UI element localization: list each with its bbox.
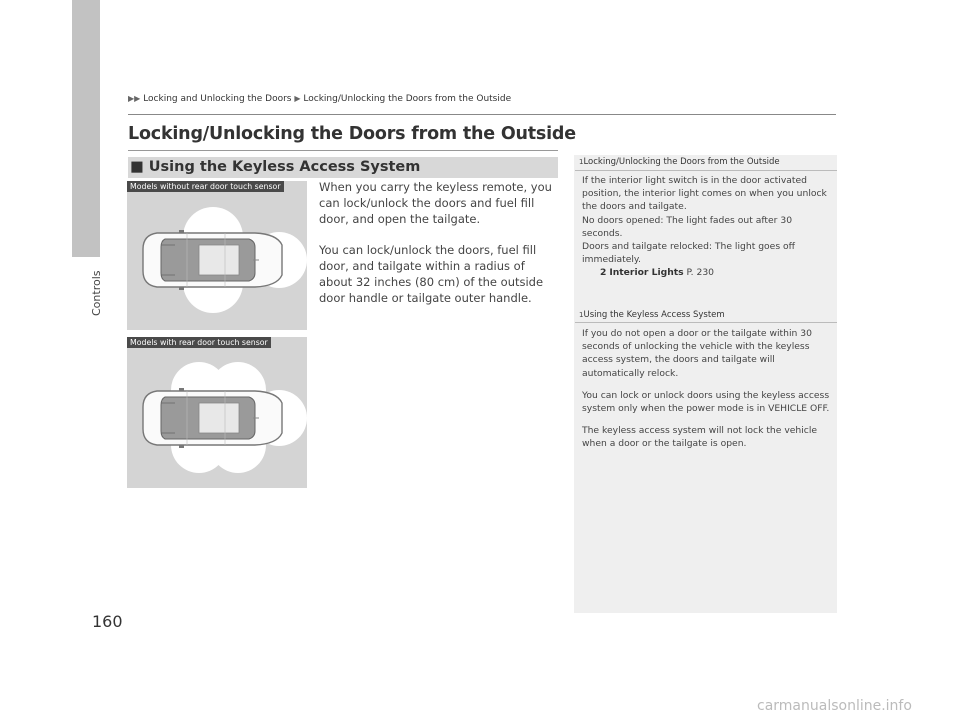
section-title: Using the Keyless Access System (148, 159, 421, 175)
note-paragraph: No doors opened: The light fades out after 30 seconds. (582, 214, 793, 239)
note-number: 1 (579, 311, 584, 319)
car-top-view-icon (143, 230, 282, 290)
note-paragraph: If the interior light switch is in the door activated position, the interior light comes on when you unlock the doors and tailgate. (582, 175, 827, 213)
note-paragraph: If you do not open a door or the tailgate within 30 seconds of unlocking the vehicle with the keyless access system, the doors and tailgate will automatically relock. (582, 328, 812, 379)
note-paragraph: You can lock or unlock doors using the keyless access system only when the power mode is in VEHICLE OFF. (582, 389, 830, 415)
section-heading (128, 157, 558, 178)
xref-page: P. 230 (686, 267, 715, 279)
breadcrumb-arrow-icon: ▶▶ (128, 94, 141, 103)
page-title: Locking/Unlocking the Doors from the Outside (128, 124, 576, 144)
watermark: carmanualsonline.info (757, 698, 912, 714)
car-range-diagram (127, 337, 307, 488)
note-paragraph: Doors and tailgate relocked: The light goes off immediately. (582, 241, 795, 266)
breadcrumb-item[interactable]: Locking/Unlocking the Doors from the Outside (303, 94, 512, 104)
note-title: 1Using the Keyless Access System (579, 310, 725, 320)
note-title: 1Locking/Unlocking the Doors from the Outside (579, 157, 780, 167)
body-text (319, 179, 559, 321)
note-rule (575, 170, 837, 171)
page-number: 160 (92, 612, 123, 631)
xref-label: Interior Lights (609, 267, 684, 279)
cross-reference-link[interactable] (582, 266, 832, 279)
figure-with-rear-sensor (127, 337, 307, 488)
car-top-view-icon (143, 388, 282, 448)
reference-arrow-icon: 2 (600, 267, 607, 279)
note-number: 1 (579, 158, 584, 166)
breadcrumb-item[interactable]: Locking and Unlocking the Doors (143, 94, 292, 104)
body-paragraph: When you carry the keyless remote, you can lock/unlock the doors and fuel fill door, and open the tailgate. (319, 180, 552, 226)
section-marker-icon: ■ (130, 159, 144, 175)
note-body (582, 327, 832, 460)
title-rule (128, 150, 558, 151)
breadcrumb-arrow-icon: ▶ (294, 94, 301, 103)
figure-label: Models with rear door touch sensor (127, 337, 271, 348)
chapter-tab (72, 0, 100, 257)
note-paragraph: The keyless access system will not lock the vehicle when a door or the tailgate is open. (582, 425, 818, 450)
note-rule (575, 322, 837, 323)
figure-label: Models without rear door touch sensor (127, 181, 284, 192)
body-paragraph: You can lock/unlock the doors, fuel fill door, and tailgate within a radius of about 32 inches (80 cm) of the outside door handle or tailgate outer handle. (319, 243, 544, 305)
breadcrumb (128, 94, 511, 104)
figure-without-rear-sensor (127, 181, 307, 330)
header-rule (128, 114, 836, 115)
car-range-diagram (127, 181, 307, 330)
chapter-label: Controls (90, 270, 103, 316)
note-body (582, 174, 832, 280)
